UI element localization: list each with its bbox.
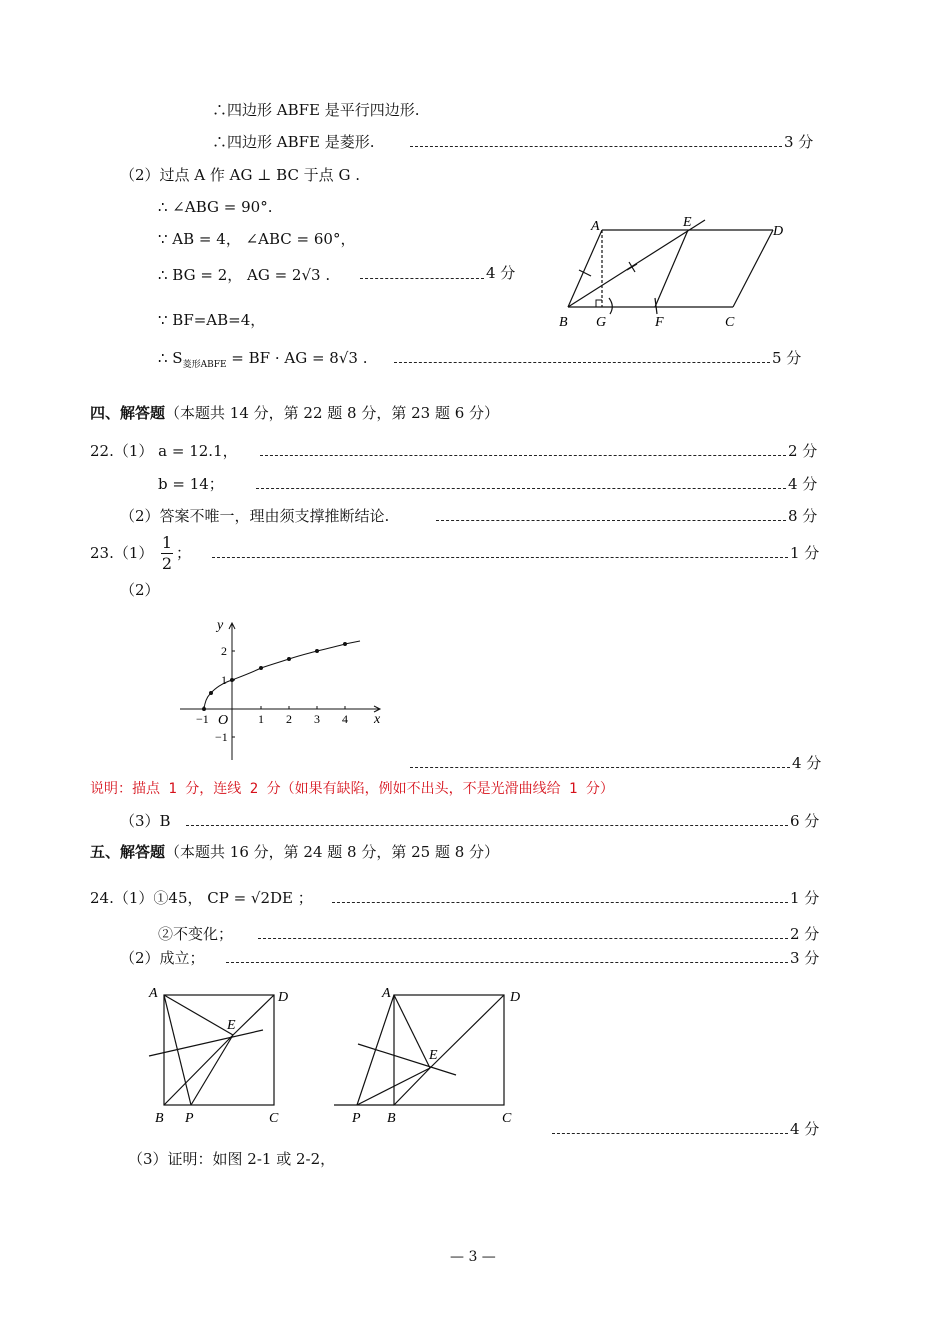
score-leader <box>258 938 788 939</box>
score-leader <box>436 520 786 521</box>
figure-2-1 <box>145 985 305 1125</box>
q24-score-3: 3 分 <box>790 949 820 967</box>
graph-ytick-1: 1 <box>221 673 227 687</box>
q23-score-6: 6 分 <box>790 812 820 830</box>
step-given: ∵ AB = 4， ∠ABC = 60°， <box>158 230 356 248</box>
section4-desc: （本题共 14 分，第 22 题 8 分，第 23 题 6 分） <box>165 404 500 422</box>
fig2-label-d: D <box>278 990 289 1005</box>
q23-fraction <box>157 534 177 573</box>
q22-score-8: 8 分 <box>788 507 818 525</box>
q22-score-2: 2 分 <box>788 442 818 460</box>
graph-ytick-2: 2 <box>221 644 227 658</box>
fig2-label-a: A <box>149 986 158 1001</box>
graph-xtick-4: 4 <box>342 712 348 726</box>
q23-part3: （3）B <box>120 812 171 830</box>
section4-title: 四、解答题 <box>90 404 166 422</box>
fig1-label-f: F <box>655 315 664 330</box>
q24-part1-b: ②不变化； <box>158 925 234 943</box>
q23-score-4: 4 分 <box>792 754 822 772</box>
page-number: — 3 — <box>450 1249 496 1265</box>
graph-ytick-neg1: −1 <box>215 730 228 744</box>
fig3-label-a: A <box>382 986 391 1001</box>
fig2-label-b: B <box>155 1111 164 1126</box>
graph-x-label: x <box>374 712 381 727</box>
score-leader <box>260 455 786 456</box>
fig2-label-p: P <box>185 1111 194 1126</box>
grading-note: 说明：描点 1 分，连线 2 分（如果有缺陷，例如不出头，不是光滑曲线给 1 分） <box>90 781 614 797</box>
conclusion-parallelogram: ∴四边形 ABFE 是平行四边形. <box>212 101 420 119</box>
fig3-label-b: B <box>387 1111 396 1126</box>
graph-xtick-2: 2 <box>286 712 292 726</box>
figure-2-2 <box>330 985 530 1125</box>
area-expression: = BF · AG = 8√3 . <box>226 349 368 367</box>
fig2-label-c: C <box>269 1111 279 1126</box>
q23-score-1: 1 分 <box>790 544 820 562</box>
q24-score-2: 2 分 <box>790 925 820 943</box>
area-subscript: 菱形ABFE <box>182 360 227 370</box>
fig3-label-e: E <box>429 1048 438 1063</box>
fig3-label-d: D <box>510 990 521 1005</box>
fig1-label-a: A <box>591 219 600 234</box>
section5-title: 五、解答题 <box>90 843 166 861</box>
q2-statement: （2）过点 A 作 AG ⊥ BC 于点 G . <box>120 166 360 184</box>
q22-part2: （2）答案不唯一，理由须支撑推断结论. <box>120 507 390 525</box>
q23-part1-suffix: ； <box>176 544 192 562</box>
q23-part1-label: 23.（1） <box>90 544 154 562</box>
q22-part1-b: b = 14； <box>158 475 224 493</box>
step-area <box>158 349 367 374</box>
graph-xtick-neg1: −1 <box>196 712 209 726</box>
score-leader <box>410 146 782 147</box>
score-leader <box>226 962 788 963</box>
score-leader <box>186 825 788 826</box>
score-3: 3 分 <box>784 133 814 151</box>
fig3-label-p: P <box>352 1111 361 1126</box>
step-bf-ab: ∵ BF=AB=4， <box>158 311 266 329</box>
step-bg-ag: ∴ BG = 2， AG = 2√3 . <box>158 266 331 284</box>
q24-part1: 24.（1）①45， CP = √2DE ； <box>90 889 313 907</box>
score-leader <box>552 1133 788 1134</box>
q24-part3: （3）证明：如图 2-1 或 2-2， <box>128 1150 336 1168</box>
q24-part2: （2）成立； <box>120 949 205 967</box>
function-graph <box>175 615 395 765</box>
fig1-label-d: D <box>773 224 784 239</box>
fig1-label-g: G <box>596 315 607 330</box>
q24-score-4: 4 分 <box>790 1120 820 1138</box>
conclusion-rhombus: ∴四边形 ABFE 是菱形. <box>212 133 375 151</box>
area-prefix: ∴ S <box>158 349 183 367</box>
fig1-label-e: E <box>683 215 692 230</box>
section5-heading <box>90 843 499 861</box>
graph-y-label: y <box>217 618 224 633</box>
score-leader <box>410 767 790 768</box>
graph-xtick-1: 1 <box>258 712 264 726</box>
score-leader <box>394 362 770 363</box>
score-4: 4 分 <box>486 264 516 282</box>
fig3-label-c: C <box>502 1111 512 1126</box>
q24-score-1: 1 分 <box>790 889 820 907</box>
score-5: 5 分 <box>772 349 802 367</box>
fraction-numerator: 1 <box>161 533 173 552</box>
fraction-denominator: 2 <box>161 554 173 573</box>
score-leader <box>256 488 786 489</box>
parallelogram-figure <box>555 210 815 340</box>
fig2-label-e: E <box>227 1018 236 1033</box>
score-leader <box>212 557 788 558</box>
graph-origin: O <box>218 713 229 728</box>
q22-score-4: 4 分 <box>788 475 818 493</box>
fig1-label-c: C <box>725 315 735 330</box>
q23-part2-label: （2） <box>120 581 160 599</box>
score-leader <box>360 278 484 279</box>
fig1-label-b: B <box>559 315 568 330</box>
section5-desc: （本题共 16 分，第 24 题 8 分，第 25 题 8 分） <box>165 843 500 861</box>
q22-part1-a: 22.（1） a = 12.1， <box>90 442 238 460</box>
score-leader <box>332 902 788 903</box>
section4-heading <box>90 404 499 422</box>
step-angle-abg: ∴ ∠ABG = 90°. <box>158 198 273 216</box>
graph-xtick-3: 3 <box>314 712 320 726</box>
